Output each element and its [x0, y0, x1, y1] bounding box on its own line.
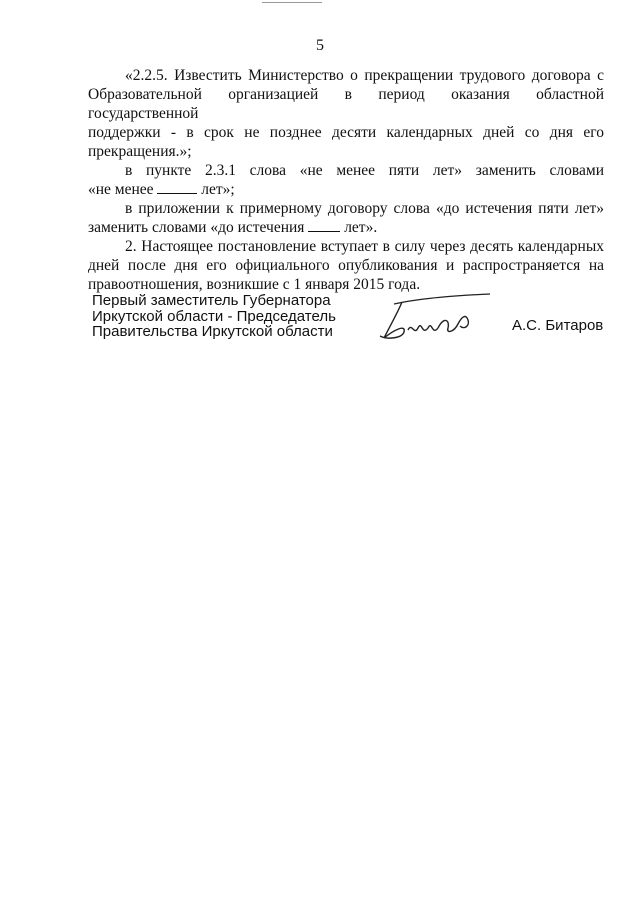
text-line: 2. Настоящее постановление вступает в силу через десять календарных — [125, 238, 604, 255]
position-line: Первый заместитель Губернатора — [92, 292, 331, 309]
page-number: 5 — [316, 37, 324, 54]
position-line: Иркутской области - Председатель — [92, 307, 336, 325]
position-line: Правительства Иркутской области — [92, 323, 333, 340]
scan-artifact-mark — [262, 2, 322, 5]
text-line: Образовательной организацией в период оказания областной государственной — [88, 86, 604, 122]
text-line: прекращения.»; — [88, 143, 192, 160]
text-line: дней после дня его официального опубликования и распространяется на — [88, 257, 604, 274]
document-body — [88, 66, 604, 294]
fill-in-blank — [308, 218, 340, 232]
text-fragment: заменить словами «до истечения — [88, 219, 305, 236]
text-line: «2.2.5. Известить Министерство о прекращении трудового договора с — [125, 67, 604, 84]
handwritten-signature — [372, 290, 497, 350]
text-line-with-blank — [88, 218, 604, 237]
text-line: поддержки - в срок не позднее десяти календарных дней со дня его — [88, 124, 604, 141]
signatory-position — [92, 293, 336, 340]
fill-in-blank — [157, 180, 197, 194]
paragraph-2-2-5 — [88, 66, 604, 161]
text-line: в приложении к примерному договору слова «до истечения пяти лет» — [125, 200, 604, 217]
paragraph-effective-date — [88, 237, 604, 294]
text-fragment: лет». — [344, 219, 378, 236]
text-line-with-blank — [88, 180, 604, 199]
text-line: правоотношения, возникшие с 1 января 2015 года. — [88, 276, 421, 293]
text-fragment: лет»; — [201, 181, 235, 198]
signer-name: А.С. Битаров — [512, 317, 604, 334]
text-line: в пункте 2.3.1 слова «не менее пяти лет» заменить словами — [125, 162, 604, 179]
paragraph-2-3-1 — [88, 161, 604, 199]
text-fragment: «не менее — [88, 181, 154, 198]
paragraph-appendix — [88, 199, 604, 237]
